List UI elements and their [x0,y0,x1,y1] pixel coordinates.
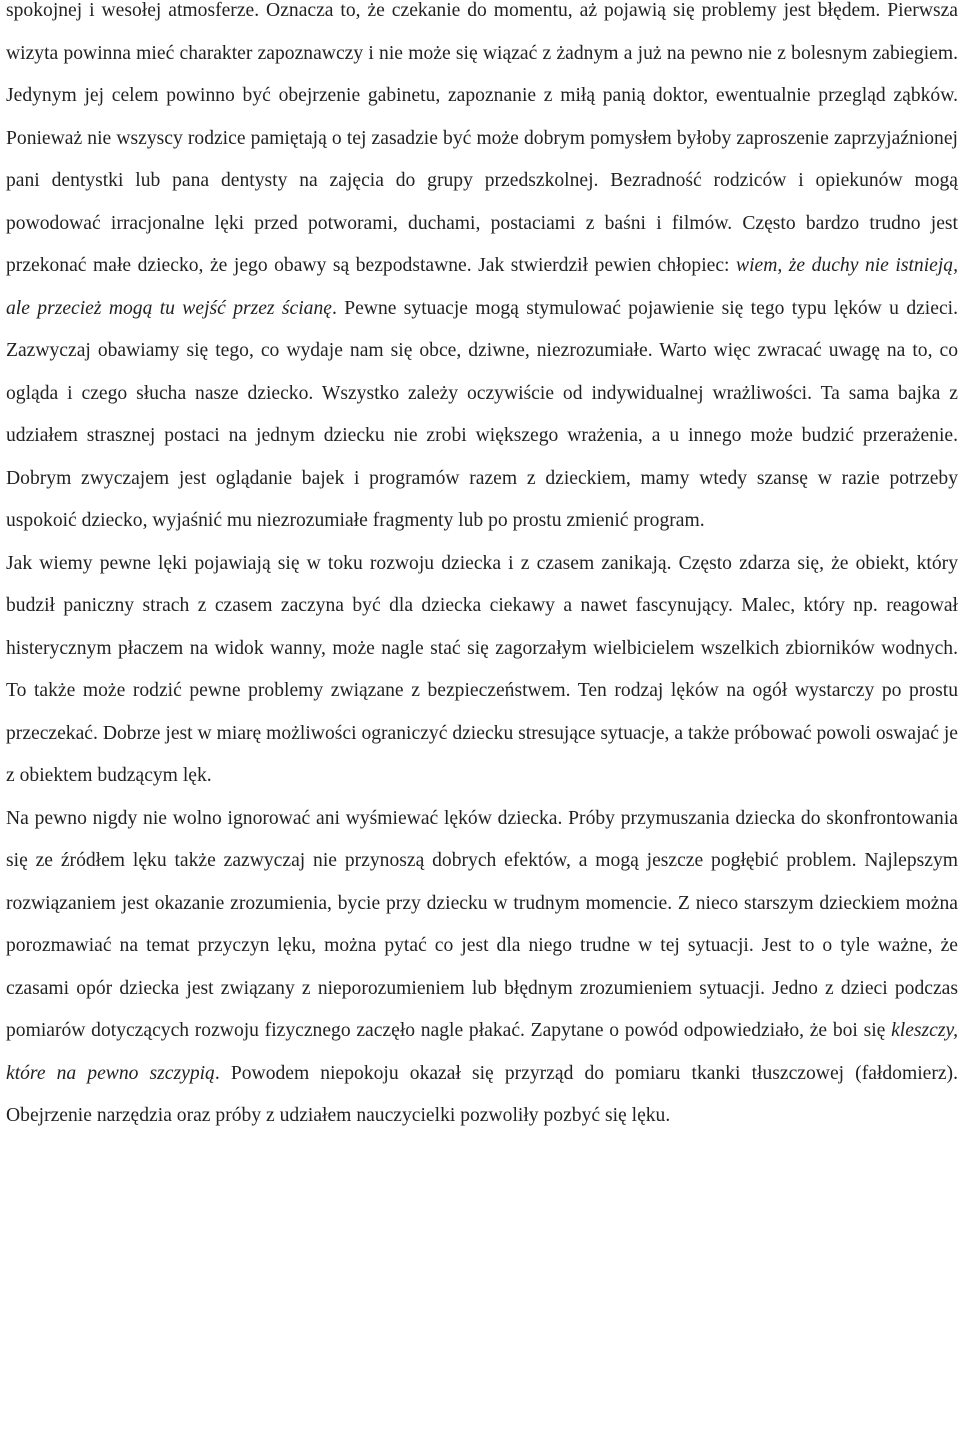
paragraph-text: Na pewno nigdy nie wolno ignorować ani wyśmiewać lęków dziecka. Próby przymuszania dziecka do skonfrontowania się ze źródłem lęku także zazwyczaj nie przynoszą dobrych efektów, a mogą jeszcze pogłębić problem. Najlepszym rozwiązaniem jest okazanie zrozumienia, bycie przy dziecku w trudnym momencie. Z nieco starszym dzieckiem można porozmawiać na temat przyczyn lęku, można pytać co jest dla niego trudne w tej sytuacji. Jest to o tyle ważne, że czasami opór dziecka jest związany z nieporozumieniem lub błędnym zrozumieniem sytuacji. Jedno z dzieci podczas pomiarów dotyczących rozwoju fizycznego zaczęło nagle płakać. Zapytane o powód odpowiedziało, że boi się [6,807,958,1041]
quote-ticks: kleszczy, które na pewno szczypią [6,1020,958,1084]
paragraph-dentist-and-fears [6,0,958,543]
paragraph-text: . Powodem niepokoju okazał się przyrząd do pomiaru tkanki tłuszczowej (fałdomierz). Obejrzenie narzędzia oraz próby z udziałem nauczycielki pozwoliły pozbyć się lęku. [6,1062,958,1126]
paragraph-text: . Pewne sytuacje mogą stymulować pojawienie się tego typu lęków u dzieci. Zazwyczaj obawiamy się tego, co wydaje nam się obce, dziwne, niezrozumiałe. Warto więc zwracać uwagę na to, co ogląda i czego słucha nasze dziecko. Wszystko zależy oczywiście od indywidualnej wrażliwości. Ta sama bajka z udziałem strasznej postaci na jednym dziecku nie zrobi większego wrażenia, a u innego może budzić przerażenie. Dobrym zwyczajem jest oglądanie bajek i programów razem z dzieckiem, mamy wtedy szansę w razie potrzeby uspokoić dziecko, wyjaśnić mu niezrozumiałe fragmenty lub po prostu zmienić program. [6,297,958,531]
paragraph-dealing-with-fears [6,798,958,1138]
paragraph-developmental-fears [6,543,958,798]
document-page [6,0,958,1138]
paragraph-text: spokojnej i wesołej atmosferze. Oznacza to, że czekanie do momentu, aż pojawią się problemy jest błędem. Pierwsza wizyta powinna mieć charakter zapoznawczy i nie może się wiązać z żadnym a już na pewno nie z bolesnym zabiegiem. Jedynym jej celem powinno być obejrzenie gabinetu, zapoznanie z miłą panią doktor, ewentualnie przegląd ząbków. Ponieważ nie wszyscy rodzice pamiętają o tej zasadzie być może dobrym pomysłem byłoby zaproszenie zaprzyjaźnionej pani dentystki lub pana dentysty na zajęcia do grupy przedszkolnej. Bezradność rodziców i opiekunów mogą powodować irracjonalne lęki przed potworami, duchami, postaciami z baśni i filmów. Często bardzo trudno jest przekonać małe dziecko, że jego obawy są bezpodstawne. Jak stwierdził pewien chłopiec: [6,0,958,276]
paragraph-text: Jak wiemy pewne lęki pojawiają się w toku rozwoju dziecka i z czasem zanikają. Często zdarza się, że obiekt, który budził paniczny strach z czasem zaczyna być dla dziecka ciekawy a nawet fascynujący. Malec, który np. reagował histerycznym płaczem na widok wanny, może nagle stać się zagorzałym wielbicielem wszelkich zbiorników wodnych. To także może rodzić pewne problemy związane z bezpieczeństwem. Ten rodzaj lęków na ogół wystarczy po prostu przeczekać. Dobrze jest w miarę możliwości ograniczyć dziecku stresujące sytuacje, a także próbować powoli oswajać je z obiektem budzącym lęk. [6,552,958,786]
quote-ghosts: wiem, że duchy nie istnieją, ale przecież mogą tu wejść przez ścianę [6,255,958,319]
